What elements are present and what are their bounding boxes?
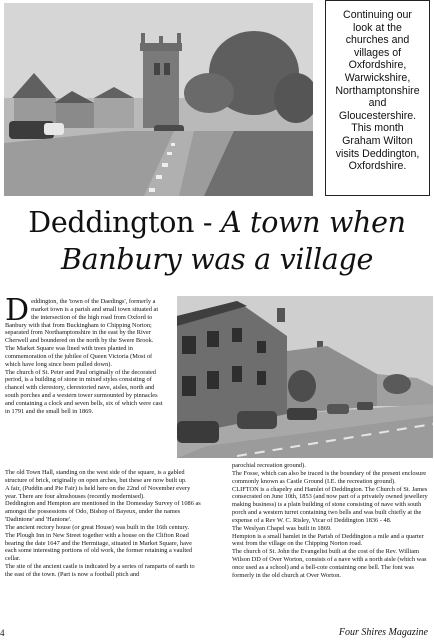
paragraph: The ancient rectory house (or great House) was built in the 16th century. <box>5 523 190 531</box>
article-column-left <box>5 293 165 416</box>
page-number: 4 <box>0 628 5 638</box>
drop-cap: D <box>5 293 30 328</box>
paragraph: The Plough Inn in New Street together with a house on the Clifton Road bearing the date 1647 and the Hermitage, situated in Market Square, have each some interesting portions of old work, the former retaining a vaulted cellar. <box>5 531 193 563</box>
street-illustration <box>177 296 433 458</box>
church-square-illustration <box>4 3 313 196</box>
intro-line: Oxfordshire. <box>348 160 407 173</box>
paragraph: The Weslyan Chapel was built in 1869. <box>232 524 332 532</box>
intro-line: Oxfordshire, <box>348 59 407 72</box>
paragraph <box>5 293 165 345</box>
article-title <box>0 204 434 278</box>
intro-line: Northamptonshire <box>335 84 420 97</box>
paragraph-text: eddington, the 'town of the Daedings', formerly a market town is a parish and small town situated at the intersection of the high road from Oxford to Banbury with that from Buckingham to Chipping Norton; separated from Northamptonshire in the east by the River Cherwell and boundered on the north by the Swere Brook. <box>5 298 159 345</box>
paragraph: The church of St. John the Evangelist built at the cost of the Rev. William Wilson DD of Over Worton, consists of a nave with a north aisle (which was once used as a school) and a bell-cote containing one bell. The font was formerly in the old church at Over Worton. <box>232 548 427 579</box>
article-column-right <box>232 462 429 580</box>
paragraph: The church of St. Peter and Paul originally of the decorated period, is a building of stone in mixed styles consisting of chancel with clerestory, clerestoried nave, aisles, north and south porches and a western tower surmounted by pinnacles and containing a clock and seven bells, six of which were cast in 1791 and the small bell in 1869. <box>5 368 163 415</box>
intro-line: visits Deddington, <box>335 147 420 160</box>
intro-line: Warwickshire, <box>344 71 411 84</box>
intro-line: and <box>368 97 387 110</box>
intro-line: Continuing our <box>343 9 412 21</box>
paragraph: parochial recreation ground). <box>232 462 306 469</box>
intro-line: Gloucestershire. <box>338 109 417 122</box>
intro-line: Graham Wilton <box>342 134 413 147</box>
intro-line: villages of <box>353 46 402 59</box>
intro-line: look at the <box>353 21 402 34</box>
title-italic: A town when <box>221 206 406 239</box>
paragraph: Deddington and Hempton are mentioned in the Domesday Survey of 1086 as amongst the possessions of Odo, Bishop of Bayeux, under the names 'Dadintone' and 'Hantone'. <box>5 500 201 524</box>
church-square-photo <box>4 3 313 196</box>
paragraph: The site of the ancient castle is indicated by a series of ramparts of earth to the east of the town. (Part is now a football pitch and <box>5 563 195 578</box>
intro-box <box>325 0 430 196</box>
intro-line: churches and <box>345 34 410 47</box>
paragraph: The Fosse, which can also be traced is the boundary of the present enclosure commonly known as Castle Ground (I.E. the recreation ground). <box>232 469 427 485</box>
paragraph: Hempton is a small hamlet in the Parish of Deddington a mile and a quarter west from the village on the Chipping Norton road. <box>232 532 424 548</box>
title-line-2: Banbury was a village <box>60 243 374 276</box>
paragraph: The Market Square was lined with trees planted in commemoration of the jubilee of Queen Victoria (Most of which have long since been pulled down). <box>5 345 153 368</box>
paragraph: A fair, (Puddin and Pie Fair) is held here on the 22nd of November every year. There are four almshouses (recently modernised). <box>5 484 191 500</box>
magazine-name: Four Shires Magazine <box>338 627 428 638</box>
title-line-1 <box>0 204 434 241</box>
street-photo <box>177 296 433 458</box>
intro-line: This month <box>351 122 404 135</box>
title-plain: Deddington - <box>28 206 221 239</box>
paragraph: CLIFTON is a chapelry and Hamlet of Deddington. The Church of St. James consecrated on June 10th, 1853 (and now part of a privately owned jewellery making business) is a plain building of stone consisting of nave with south porch and a western turret containing two bells and was built chiefly at the expense of a Rev W. C. Risley, Vicar of Deddington 1836 - 48. <box>232 485 428 524</box>
article-column-lower-left <box>5 469 201 579</box>
paragraph: The old Town Hall, standing on the west side of the square, is a gabled structure of brick, originally on open arches, but these are now built up. <box>5 469 187 484</box>
